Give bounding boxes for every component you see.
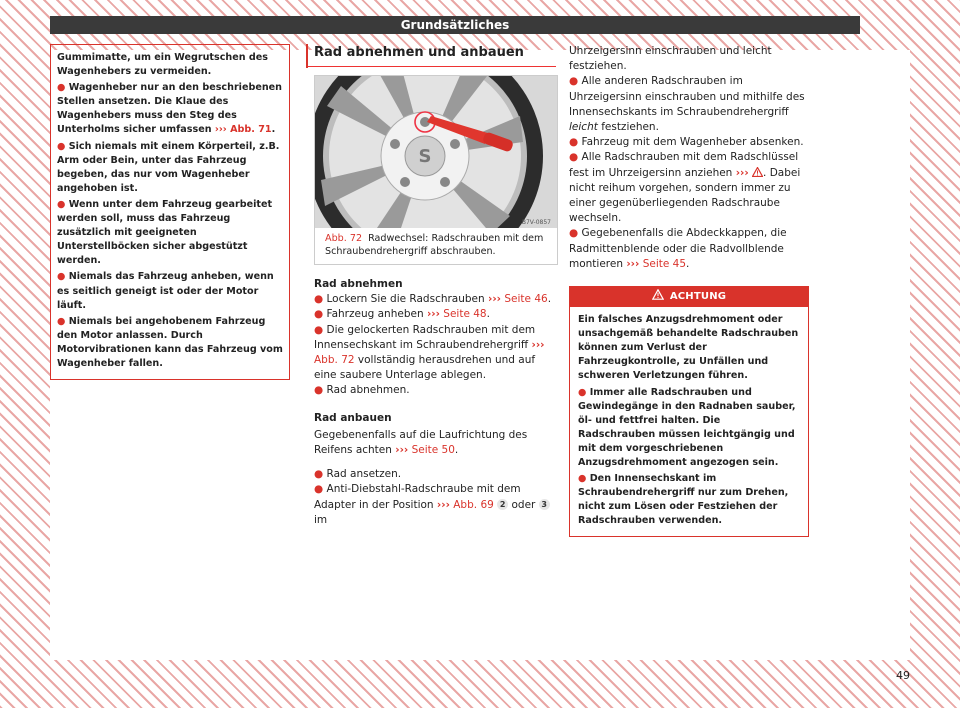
bullet-icon: ● bbox=[569, 227, 579, 240]
list-item-suffix: im bbox=[314, 513, 328, 526]
emphasis-text: leicht bbox=[569, 121, 598, 134]
subheading-rad-anbauen: Rad anbauen bbox=[314, 411, 392, 424]
bullet-icon: ● bbox=[314, 468, 324, 481]
list-item bbox=[314, 307, 556, 322]
page-header bbox=[50, 16, 860, 34]
bullet-icon: ● bbox=[57, 140, 66, 152]
bullet-icon: ● bbox=[57, 271, 66, 283]
list-item bbox=[569, 135, 809, 150]
list-item-suffix: festziehen. bbox=[601, 121, 659, 134]
bullet-icon: ● bbox=[314, 483, 324, 496]
list-item-text: oder bbox=[511, 498, 536, 511]
list-item-text: Fahrzeug anheben bbox=[326, 308, 424, 321]
list-item-text: Gegebenenfalls die Abdeckkappen, die Radmittenblende oder die Radvollblende montieren bbox=[569, 227, 787, 270]
warning-item-text: Wenn unter dem Fahrzeug gearbeitet werden soll, muss das Fahrzeug zusätzlich mit geeigneten Unterstellböcken sicher abgestützt werden. bbox=[57, 198, 273, 267]
warning-item-text: Wagenheber nur an den beschriebenen Stellen ansetzen. Die Klaue des Wagenhebers muss den Steg des Unterholms sicher umfassen bbox=[57, 82, 283, 136]
warning-item bbox=[578, 472, 800, 528]
list-item-text: Alle anderen Radschrauben im Uhrzeigersinn einschrauben und mithilfe des Innensechskants im Schraubendrehergriff bbox=[569, 75, 805, 118]
figure bbox=[314, 75, 558, 265]
figure-code: B7V-0857 bbox=[521, 219, 551, 226]
list-item-text: Rad ansetzen. bbox=[326, 468, 402, 481]
list-item-text: Fahrzeug mit dem Wagenheber absenken. bbox=[581, 136, 804, 149]
callout-number: 2 bbox=[497, 499, 508, 510]
triple-chevron-icon: ››› bbox=[626, 257, 640, 270]
list-item bbox=[569, 150, 809, 226]
list-item-text: Alle Radschrauben mit dem Radschlüssel fest im Uhrzeigersinn anziehen bbox=[569, 151, 799, 179]
middle-column bbox=[306, 44, 556, 528]
figure-caption bbox=[315, 228, 557, 264]
bullet-icon: ● bbox=[314, 308, 324, 321]
list-item-suffix: . Dabei nicht reihum vorgehen, sondern immer zu einer gegenüberliegenden Radschraube wechseln. bbox=[569, 166, 801, 225]
warning-intro: Gummimatte, um ein Wegrutschen des Wagenhebers zu vermeiden. bbox=[57, 52, 269, 78]
paragraph-text: Gegebenenfalls auf die Laufrichtung des Reifens achten bbox=[314, 428, 528, 457]
page-link[interactable]: Seite 46 bbox=[504, 293, 548, 306]
warning-item bbox=[57, 81, 283, 137]
bullet-icon: ● bbox=[314, 323, 324, 336]
bullet-icon: ● bbox=[578, 473, 587, 485]
triple-chevron-icon: ››› bbox=[531, 338, 545, 351]
bullet-icon: ● bbox=[57, 82, 66, 94]
paragraph: Uhrzeigersinn einschrauben und leicht festziehen. bbox=[569, 45, 772, 73]
warning-item bbox=[57, 315, 283, 371]
list-item bbox=[314, 482, 556, 528]
warning-triangle-icon[interactable] bbox=[752, 167, 763, 177]
figure-link[interactable]: Abb. 71 bbox=[230, 124, 272, 136]
list-item-suffix: vollständig herausdrehen und auf eine saubere Unterlage ablegen. bbox=[314, 354, 536, 382]
warning-box-continued bbox=[50, 44, 290, 380]
warning-item-text: Den Innensechskant im Schraubendrehergriff nur zum Drehen, nicht zum Lösen oder Festziehen der Radschrauben verwenden. bbox=[578, 473, 789, 527]
list-item-suffix: . bbox=[547, 293, 552, 306]
bullet-icon: ● bbox=[569, 151, 579, 164]
warning-item bbox=[57, 270, 283, 312]
header-title: Grundsätzliches bbox=[400, 18, 510, 32]
warning-item-text: Niemals bei angehobenem Fahrzeug den Motor anlassen. Durch Motorvibrationen kann das Fahrzeug vom Wagenheber fallen. bbox=[57, 315, 283, 369]
figure-link[interactable]: Abb. 69 bbox=[453, 498, 494, 511]
bullet-icon: ● bbox=[569, 75, 579, 88]
bullet-icon: ● bbox=[578, 386, 587, 398]
warning-box bbox=[569, 286, 809, 537]
triple-chevron-icon: ››› bbox=[436, 498, 450, 511]
list-item-text: Rad abnehmen. bbox=[326, 384, 410, 397]
warning-item-text: Immer alle Radschrauben und Gewindegänge in den Radnaben sauber, öl- und fettfrei halten. Die Radschrauben müssen leichtgängig und mit dem vorgeschriebenen Anzugsdrehmoment angezogen sein. bbox=[578, 386, 796, 468]
triple-chevron-icon: ››› bbox=[735, 166, 749, 179]
callout-number: 3 bbox=[539, 499, 550, 510]
warning-item-suffix: . bbox=[271, 124, 276, 136]
triple-chevron-icon: ››› bbox=[488, 293, 502, 306]
bullet-icon: ● bbox=[57, 198, 66, 210]
list-item-text: Lockern Sie die Radschrauben bbox=[326, 293, 485, 306]
list-item bbox=[569, 74, 809, 135]
warning-intro: Ein falsches Anzugsdrehmoment oder unsachgemäß behandelte Radschrauben können zum Verlust der Fahrzeugkontrolle, zu Unfällen und schweren Verletzungen führen. bbox=[578, 314, 799, 382]
list-item bbox=[314, 323, 556, 384]
warning-item-text: Sich niemals mit einem Körperteil, z.B. Arm oder Bein, unter das Fahrzeug begeben, das nur vom Wagenheber angehoben ist. bbox=[57, 140, 280, 194]
paragraph: Gegebenenfalls auf die Laufrichtung des Reifens achten ››› Seite 50. bbox=[314, 428, 528, 457]
figure-label: Abb. 72 bbox=[325, 233, 363, 244]
list-item-suffix: . bbox=[686, 257, 690, 270]
bullet-icon: ● bbox=[57, 315, 66, 327]
warning-triangle-icon bbox=[652, 289, 664, 300]
figure-link[interactable]: Abb. 72 bbox=[314, 354, 355, 367]
list-item bbox=[314, 467, 556, 482]
body-text-middle bbox=[314, 277, 556, 528]
subheading-rad-abnehmen: Rad abnehmen bbox=[314, 278, 403, 290]
right-column bbox=[569, 44, 809, 537]
warning-body bbox=[570, 307, 808, 536]
left-column bbox=[50, 44, 290, 380]
list-item-suffix: . bbox=[486, 308, 490, 321]
page-link[interactable]: Seite 45 bbox=[642, 257, 687, 270]
page-link[interactable]: Seite 48 bbox=[443, 308, 487, 321]
warning-item-text: Niemals das Fahrzeug anheben, wenn es seitlich geneigt ist oder der Motor läuft. bbox=[57, 271, 274, 311]
list-item-text: Die gelockerten Radschrauben mit dem Innensechskant im Schraubendrehergriff bbox=[314, 323, 536, 351]
warning-item bbox=[57, 140, 283, 196]
list-item bbox=[314, 292, 556, 307]
section-title: Rad abnehmen und anbauen bbox=[306, 44, 556, 67]
list-item-text: Anti-Diebstahl-Radschraube mit dem Adapter in der Position bbox=[314, 483, 521, 511]
bullet-icon: ● bbox=[314, 293, 324, 306]
svg-text:S: S bbox=[418, 146, 432, 167]
warning-item bbox=[578, 386, 800, 471]
list-item bbox=[314, 383, 556, 398]
figure-caption-text: Radwechsel: Radschrauben mit dem Schraubendrehergriff abschrauben. bbox=[325, 233, 544, 257]
warning-title: ACHTUNG bbox=[669, 291, 727, 303]
page-number: 49 bbox=[896, 669, 910, 682]
wheel-image bbox=[315, 76, 557, 228]
page-link[interactable]: Seite 50 bbox=[411, 444, 455, 457]
wheel-illustration bbox=[315, 76, 557, 228]
bullet-icon: ● bbox=[314, 384, 324, 397]
triple-chevron-icon: ››› bbox=[214, 124, 227, 136]
warning-item bbox=[57, 198, 283, 268]
warning-header bbox=[570, 287, 808, 307]
list-item bbox=[569, 226, 809, 272]
triple-chevron-icon: ››› bbox=[395, 444, 409, 457]
triple-chevron-icon: ››› bbox=[426, 308, 440, 321]
body-text-right bbox=[569, 44, 809, 272]
bullet-icon: ● bbox=[569, 136, 579, 149]
